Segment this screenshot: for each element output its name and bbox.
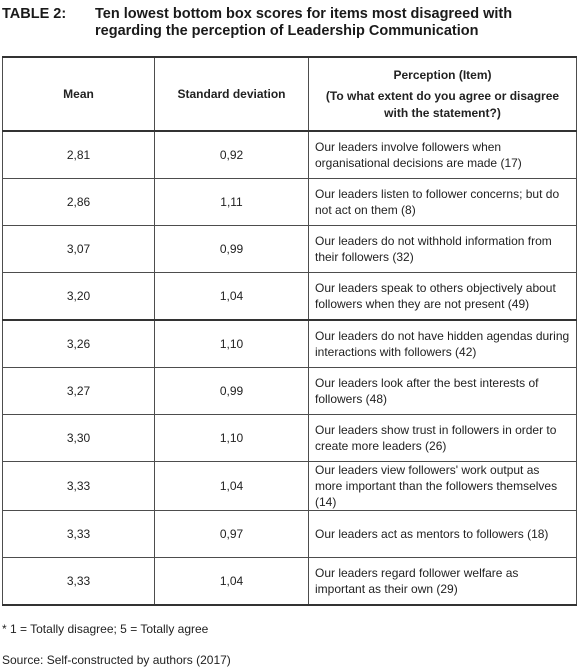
table-body xyxy=(3,131,577,605)
table-row xyxy=(3,273,577,321)
cell-mean: 3,20 xyxy=(3,273,155,321)
data-table-container xyxy=(2,56,576,606)
table-row xyxy=(3,462,577,511)
cell-item: Our leaders act as mentors to followers (18) xyxy=(309,511,577,558)
cell-item: Our leaders look after the best interests of followers (48) xyxy=(309,368,577,415)
table-source: Source: Self-constructed by authors (2017) xyxy=(2,653,231,667)
cell-sd: 1,11 xyxy=(155,179,309,226)
cell-sd: 0,92 xyxy=(155,131,309,179)
table-header-row xyxy=(3,57,577,131)
cell-item: Our leaders regard follower welfare as important as their own (29) xyxy=(309,558,577,606)
cell-item: Our leaders do not have hidden agendas during interactions with followers (42) xyxy=(309,320,577,368)
table-number: TABLE 2: xyxy=(2,6,67,22)
cell-item: Our leaders do not withhold information from their followers (32) xyxy=(309,226,577,273)
header-perception xyxy=(309,57,577,131)
header-perception-title: Perception (Item) xyxy=(393,67,492,82)
cell-sd: 0,99 xyxy=(155,368,309,415)
cell-mean: 3,27 xyxy=(3,368,155,415)
cell-item: Our leaders show trust in followers in order to create more leaders (26) xyxy=(309,415,577,462)
cell-sd: 1,04 xyxy=(155,558,309,606)
table-row xyxy=(3,179,577,226)
cell-item: Our leaders listen to follower concerns; but do not act on them (8) xyxy=(309,179,577,226)
cell-sd: 0,97 xyxy=(155,511,309,558)
cell-mean: 3,07 xyxy=(3,226,155,273)
table-row xyxy=(3,131,577,179)
cell-mean: 3,33 xyxy=(3,511,155,558)
cell-sd: 1,04 xyxy=(155,462,309,511)
cell-mean: 3,33 xyxy=(3,462,155,511)
cell-sd: 1,10 xyxy=(155,415,309,462)
cell-sd: 1,04 xyxy=(155,273,309,321)
cell-item: Our leaders speak to others objectively about followers when they are not present (49) xyxy=(309,273,577,321)
cell-mean: 3,26 xyxy=(3,320,155,368)
cell-mean: 3,33 xyxy=(3,558,155,606)
header-mean: Mean xyxy=(3,57,155,131)
cell-mean: 2,81 xyxy=(3,131,155,179)
header-standard-deviation: Standard deviation xyxy=(155,57,309,131)
table-row xyxy=(3,320,577,368)
table-title: Ten lowest bottom box scores for items most disagreed with regarding the perception of Leadership Communication xyxy=(95,6,513,39)
table-row xyxy=(3,511,577,558)
cell-item: Our leaders involve followers when organisational decisions are made (17) xyxy=(309,131,577,179)
table-row xyxy=(3,368,577,415)
data-table xyxy=(2,56,577,606)
header-perception-question: (To what extent do you agree or disagree with the statement?) xyxy=(325,88,560,120)
table-row xyxy=(3,415,577,462)
table-row xyxy=(3,226,577,273)
cell-mean: 2,86 xyxy=(3,179,155,226)
cell-sd: 1,10 xyxy=(155,320,309,368)
cell-mean: 3,30 xyxy=(3,415,155,462)
cell-sd: 0,99 xyxy=(155,226,309,273)
cell-item: Our leaders view followers' work output as more important than the followers themselves (14) xyxy=(309,462,577,511)
table-row xyxy=(3,558,577,606)
table-footnote: * 1 = Totally disagree; 5 = Totally agree xyxy=(2,622,209,636)
